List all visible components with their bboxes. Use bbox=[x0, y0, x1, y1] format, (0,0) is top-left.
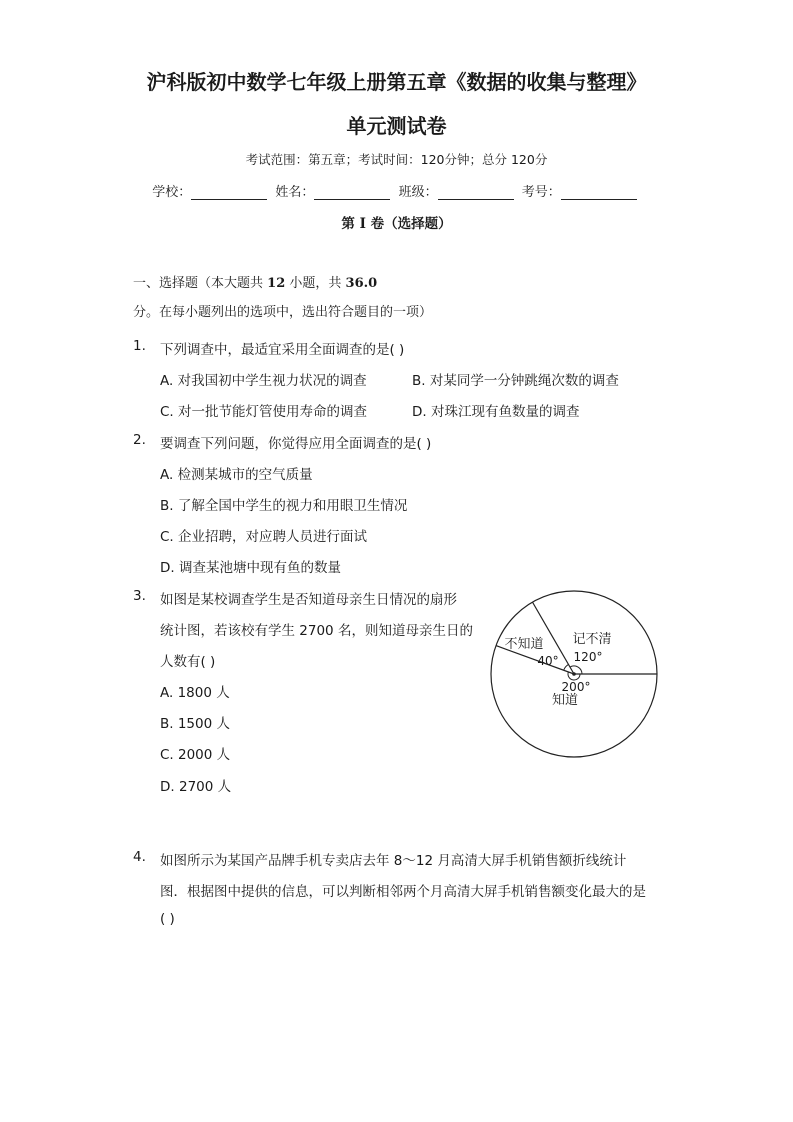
q3-option-c[interactable]: C. 2000 人 bbox=[160, 747, 231, 763]
pie-center bbox=[572, 672, 576, 676]
section-score: 36.0 bbox=[345, 276, 378, 291]
question-4-text-line1: 如图所示为某国产品牌手机专卖店去年 8～12 月高清大屏手机销售额折线统计 bbox=[160, 853, 627, 869]
section-prefix: 一、选择题（本大题共 bbox=[133, 276, 264, 291]
q2-option-d[interactable]: D. 调查某池塘中现有鱼的数量 bbox=[160, 560, 341, 576]
pie-value-label: 200° bbox=[561, 680, 591, 694]
pie-category-label: 记不清 bbox=[572, 632, 612, 647]
question-number: 1. bbox=[133, 338, 146, 354]
school-label: 学校： bbox=[152, 185, 192, 200]
question-4-text-line2: 图．根据图中提供的信息，可以判断相邻两个月高清大屏手机销售额变化最大的是 bbox=[160, 884, 646, 900]
pie-category-label: 不知道 bbox=[504, 637, 544, 652]
school-blank[interactable] bbox=[191, 185, 267, 200]
q2-option-c[interactable]: C. 企业招聘，对应聘人员进行面试 bbox=[160, 529, 368, 545]
q3-option-d[interactable]: D. 2700 人 bbox=[160, 779, 232, 795]
question-2-text: 要调查下列问题，你觉得应用全面调查的是( ) bbox=[160, 436, 432, 452]
question-3-text-line2: 统计图，若该校有学生 2700 名，则知道母亲生日的 bbox=[160, 623, 473, 639]
q1-option-c[interactable]: C. 对一批节能灯管使用寿命的调查 bbox=[160, 404, 368, 420]
section-count: 12 bbox=[267, 276, 286, 291]
exam-number-label: 考号： bbox=[521, 185, 561, 200]
title-line-2: 单元测试卷 bbox=[346, 114, 447, 138]
section-suffix: 分。在每小题列出的选项中，选出符合题目的一项） bbox=[133, 305, 433, 320]
name-label: 姓名： bbox=[275, 185, 315, 200]
part-title: 第 I 卷（选择题） bbox=[341, 216, 452, 232]
student-info-fields bbox=[0, 181, 793, 200]
pie-chart bbox=[486, 588, 662, 764]
q1-option-b[interactable]: B. 对某同学一分钟跳绳次数的调查 bbox=[412, 373, 619, 389]
pie-value-label: 40° bbox=[537, 654, 559, 668]
question-2-number: 2. bbox=[133, 432, 146, 448]
pie-angle-arc bbox=[564, 664, 569, 670]
q1-option-a[interactable]: A. 对我国初中学生视力状况的调查 bbox=[160, 373, 367, 389]
pie-value-label: 120° bbox=[573, 650, 603, 664]
question-4-number: 4. bbox=[133, 849, 146, 865]
question-3-number: 3. bbox=[133, 588, 146, 604]
q1-option-d[interactable]: D. 对珠江现有鱼数量的调查 bbox=[412, 404, 580, 420]
question-1-text: 下列调查中，最适宜采用全面调查的是( ) bbox=[160, 342, 405, 358]
q2-option-a[interactable]: A. 检测某城市的空气质量 bbox=[160, 467, 313, 483]
section-instructions bbox=[133, 269, 673, 327]
class-blank[interactable] bbox=[438, 185, 514, 200]
question-3-text-line1: 如图是某校调查学生是否知道母亲生日情况的扇形 bbox=[160, 592, 457, 608]
q3-option-b[interactable]: B. 1500 人 bbox=[160, 716, 230, 732]
q3-option-a[interactable]: A. 1800 人 bbox=[160, 685, 230, 701]
question-4-text-line3: ( ) bbox=[160, 911, 175, 927]
pie-category-label: 知道 bbox=[551, 693, 579, 708]
section-mid: 小题，共 bbox=[289, 276, 342, 291]
exam-number-blank[interactable] bbox=[561, 185, 637, 200]
class-label: 班级： bbox=[398, 185, 438, 200]
question-3-text-line3: 人数有( ) bbox=[160, 654, 216, 670]
name-blank[interactable] bbox=[314, 185, 390, 200]
exam-info: 考试范围：第五章；考试时间：120分钟；总分 120分 bbox=[245, 152, 548, 167]
q2-option-b[interactable]: B. 了解全国中学生的视力和用眼卫生情况 bbox=[160, 498, 408, 514]
title-line-1: 沪科版初中数学七年级上册第五章《数据的收集与整理》 bbox=[146, 70, 647, 94]
